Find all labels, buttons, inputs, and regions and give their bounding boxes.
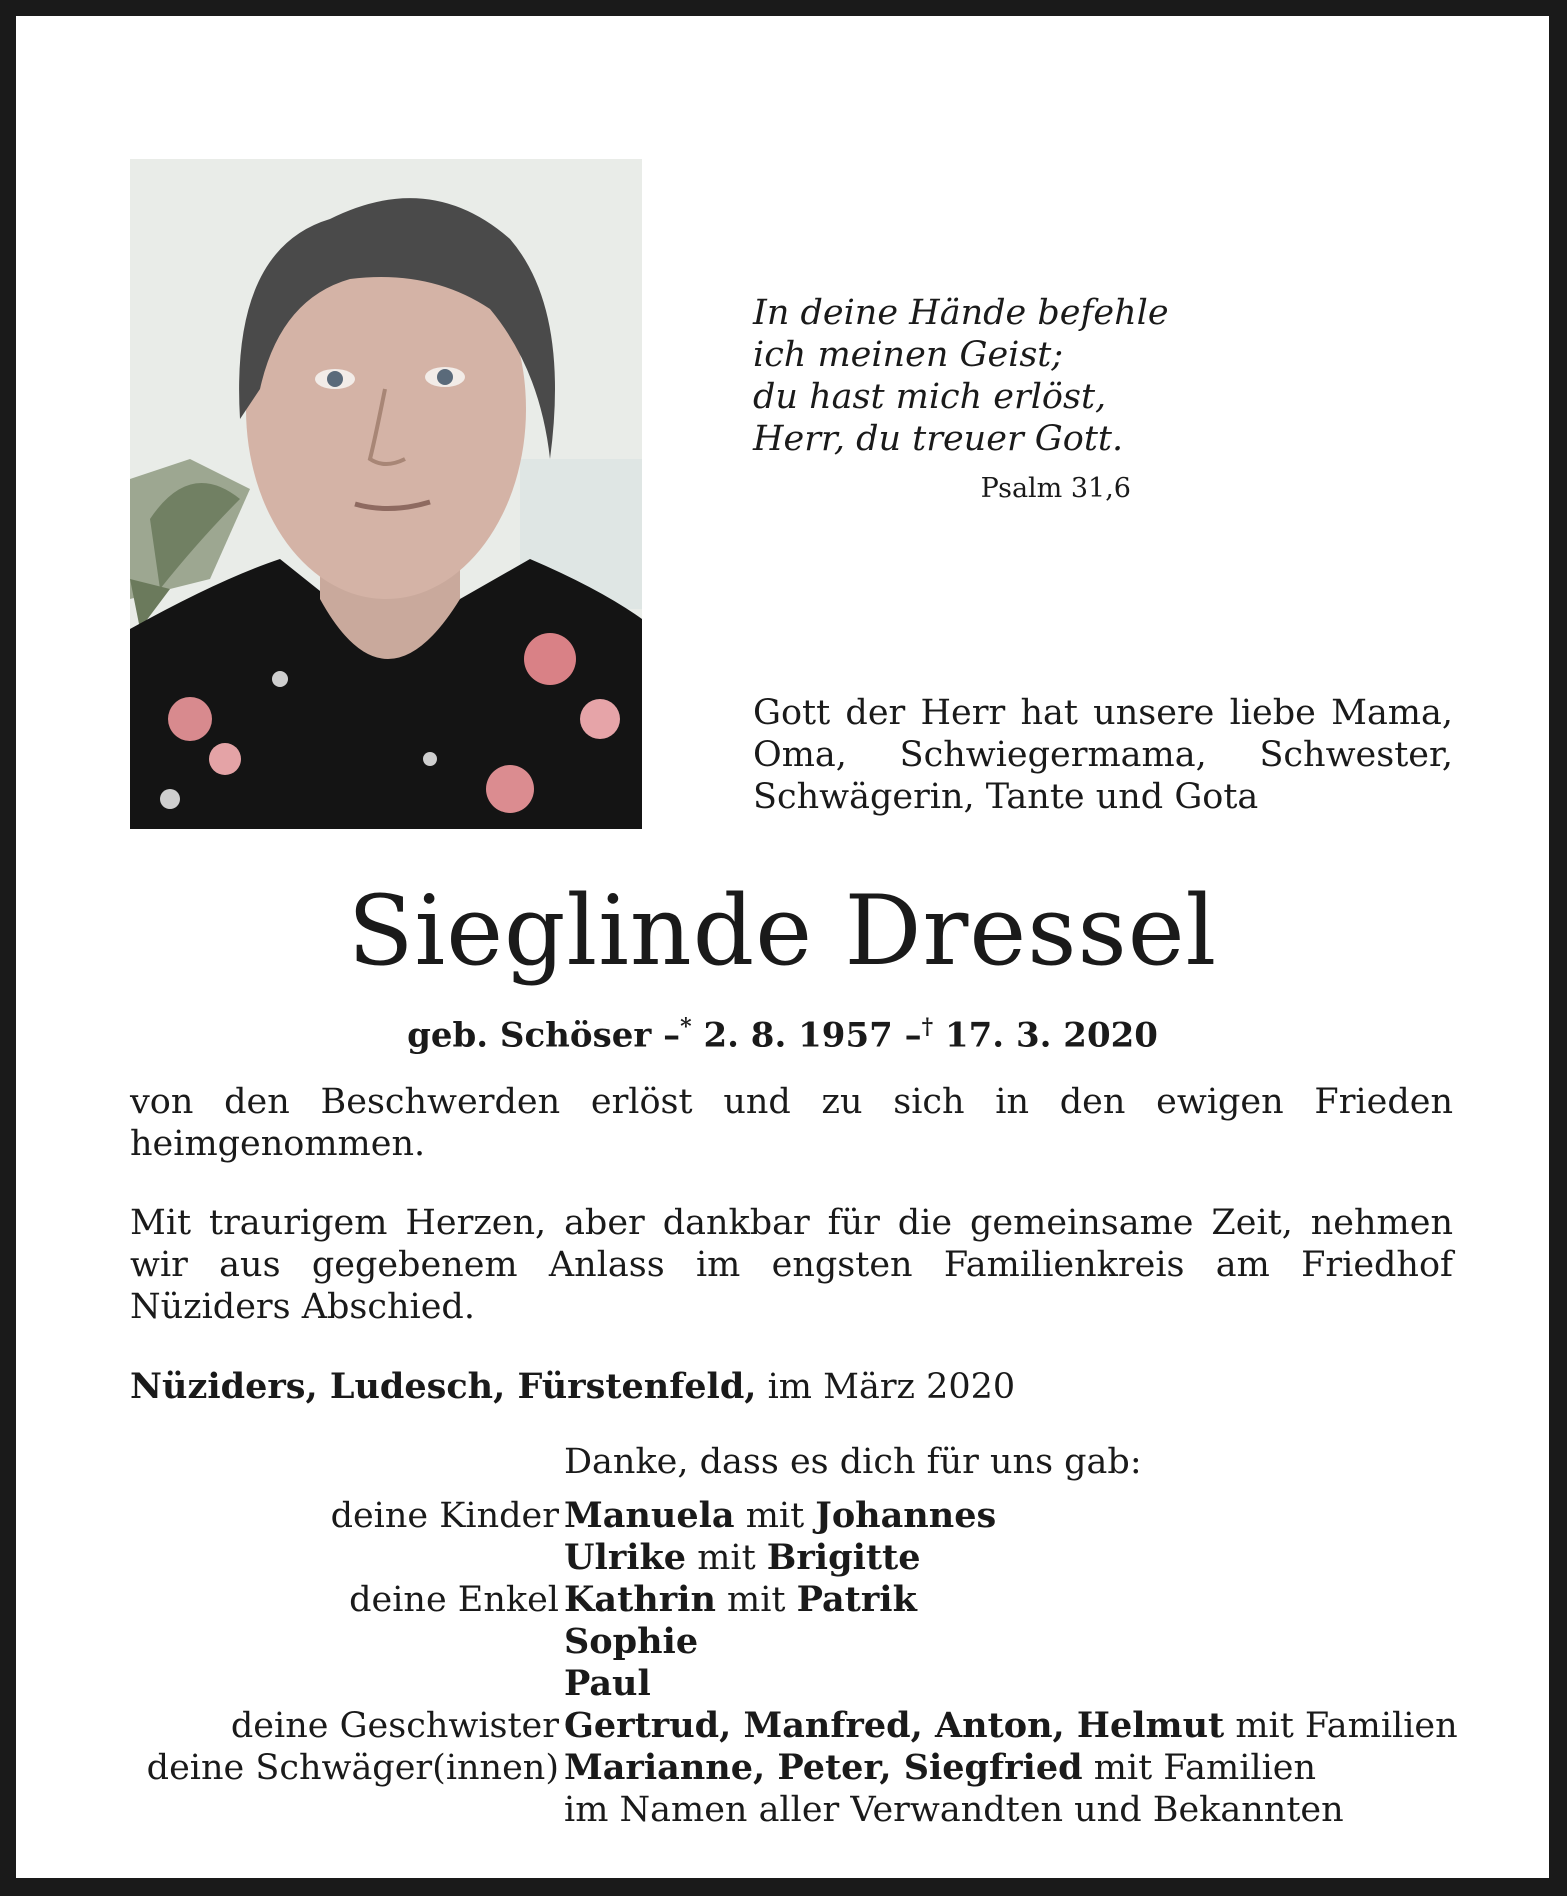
family-name: Paul (564, 1663, 651, 1704)
place-date (130, 1366, 1453, 1408)
family-connector: mit (734, 1496, 816, 1536)
psalm-line: In deine Hände befehle (753, 293, 1169, 333)
family-name: Brigitte (766, 1537, 921, 1578)
family-connector: mit Familien (1082, 1748, 1317, 1788)
portrait-photo (130, 159, 642, 829)
psalm-line: Herr, du treuer Gott. (753, 419, 1124, 459)
family-name: Ulrike (564, 1537, 687, 1578)
psalm-reference: Psalm 31,6 (980, 473, 1131, 504)
family-row (16, 1747, 1549, 1789)
family-connector: mit (686, 1538, 767, 1578)
family-row (16, 1495, 1549, 1537)
dash: – (904, 1015, 922, 1056)
family-name: Marianne, Peter, Siegfried (564, 1747, 1083, 1788)
family-connector: mit Familien (1224, 1706, 1458, 1746)
family-connector: mit (715, 1580, 797, 1620)
paragraph-farewell: Mit traurigem Herzen, aber dankbar für die gemeinsame Zeit, nehmen wir aus gegebenem Anlass im engsten Familienkreis am Friedhof Nüziders Abschied. (130, 1203, 1453, 1327)
family-relation-label: deine Enkel (349, 1580, 559, 1620)
thanks-line: Danke, dass es dich für uns gab: (564, 1442, 1142, 1482)
dash: – (663, 1015, 681, 1056)
family-row (16, 1705, 1549, 1747)
family-relation-label: deine Geschwister (230, 1706, 559, 1746)
deceased-name: Sieglinde Dressel (347, 875, 1218, 987)
family-relation-label: deine Kinder (330, 1496, 559, 1536)
birth-date: 2. 8. 1957 (703, 1015, 893, 1056)
family-row (16, 1537, 1549, 1579)
born-name: geb. Schöser (407, 1015, 652, 1056)
family-names (564, 1495, 996, 1537)
family-row (16, 1621, 1549, 1663)
death-symbol: † (921, 1014, 934, 1040)
intro-line: Oma, Schwiegermama, Schwester, (753, 735, 1453, 775)
family-connector: im Namen aller Verwandten und Bekannten (564, 1790, 1344, 1830)
psalm-quote (753, 292, 1173, 460)
paragraph-peace: von den Beschwerden erlöst und zu sich in den ewigen Frieden heimgenommen. (130, 1082, 1453, 1164)
family-row (16, 1663, 1549, 1705)
family-name: Gertrud, Manfred, Anton, Helmut (564, 1705, 1225, 1746)
life-dates (16, 1006, 1549, 1056)
family-name: Sophie (564, 1621, 699, 1662)
psalm-line: du hast mich erlöst, (753, 377, 1107, 417)
family-names (564, 1537, 920, 1579)
family-names (564, 1579, 917, 1621)
family-row (16, 1579, 1549, 1621)
family-name: Johannes (815, 1495, 997, 1536)
family-name: Patrik (796, 1579, 917, 1620)
death-date: 17. 3. 2020 (944, 1015, 1158, 1056)
family-names (564, 1663, 651, 1705)
family-names (564, 1705, 1458, 1747)
psalm-line: ich meinen Geist; (753, 335, 1064, 375)
family-names (564, 1789, 1344, 1831)
family-names (564, 1621, 698, 1663)
family-name: Kathrin (564, 1579, 716, 1620)
intro-line: Schwägerin, Tante und Gota (753, 777, 1259, 817)
family-name: Manuela (564, 1495, 735, 1536)
birth-symbol: * (680, 1014, 692, 1040)
places: Nüziders, Ludesch, Fürstenfeld, (130, 1366, 757, 1407)
intro-text (753, 692, 1453, 818)
date: im März 2020 (756, 1367, 1016, 1407)
family-row (16, 1789, 1549, 1831)
family-relation-label: deine Schwäger(innen) (146, 1748, 559, 1788)
intro-line: Gott der Herr hat unsere liebe Mama, (753, 693, 1453, 733)
obituary-page (16, 16, 1549, 1878)
family-names (564, 1747, 1316, 1789)
